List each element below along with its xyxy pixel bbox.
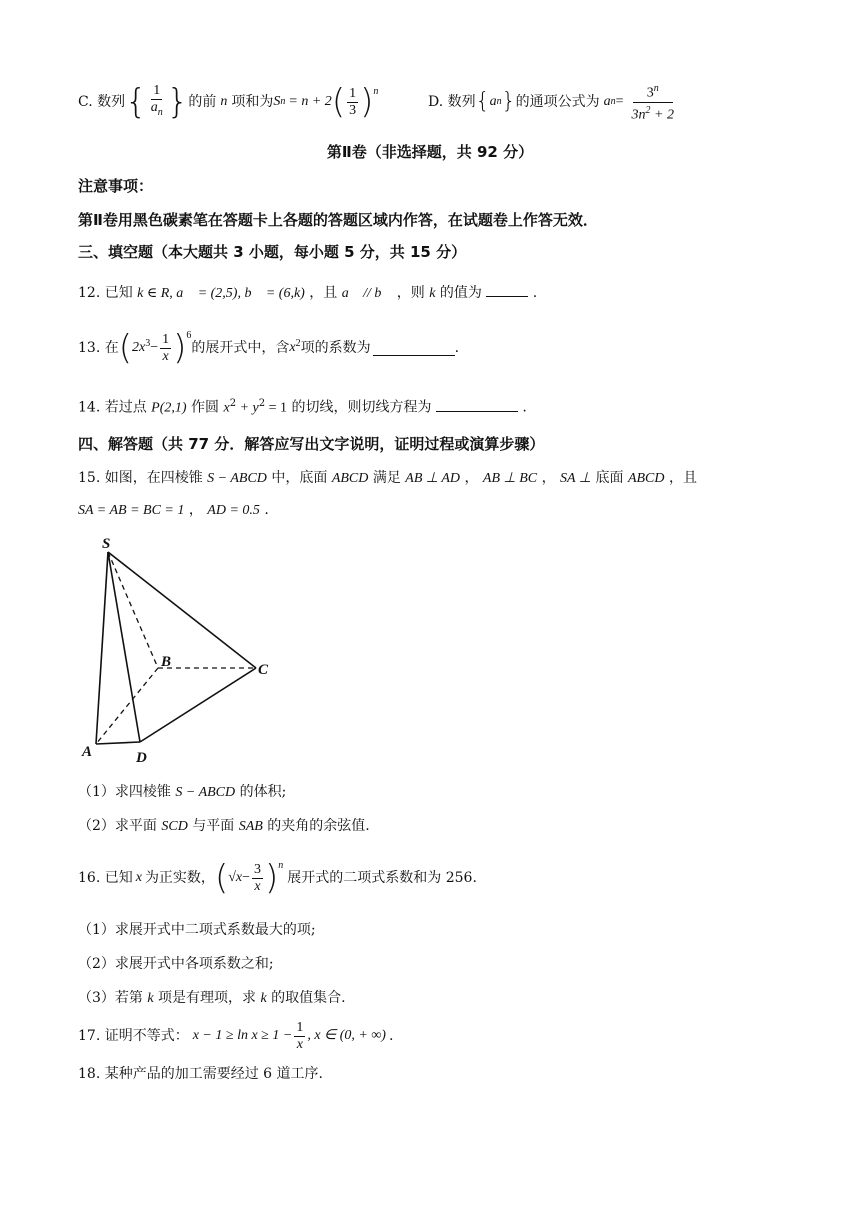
q15-sub1: （1）求四棱锥 S − ABCD 的体积; bbox=[78, 784, 287, 800]
q16: 16. 已知 x 为正实数， ( √x − $\frac{3}{x}$ ) $^n$ 展开式的二项式系数和为 256. bbox=[78, 858, 477, 898]
answer-blank bbox=[436, 397, 518, 412]
section3-title: 三、填空题（本大题共 3 小题，每小题 5 分，共 15 分） bbox=[78, 243, 467, 261]
q17: 17. 证明不等式： x − 1 ≥ ln x ≥ 1 − $\frac{1}{x}$ , x ∈ (0, + ∞) . bbox=[78, 1019, 394, 1052]
fraction: $\frac{1}{x}$ bbox=[162, 331, 170, 364]
label-c: C bbox=[258, 662, 269, 678]
fraction: $\frac{3}{x}$ bbox=[254, 861, 262, 894]
edge-sb bbox=[108, 552, 158, 668]
label-s: S bbox=[102, 536, 111, 552]
edge-ab bbox=[96, 668, 158, 744]
section4-title: 四、解答题（共 77 分．解答应写出文字说明，证明过程或演算步骤） bbox=[78, 435, 545, 453]
q15-line2: SA = AB = BC = 1 ， AD = 0.5 . bbox=[78, 502, 269, 518]
brace-right: } bbox=[166, 82, 189, 122]
label-b: B bbox=[161, 654, 172, 670]
answer-blank bbox=[373, 341, 455, 356]
q16-sub1: （1）求展开式中二项式系数最大的项; bbox=[78, 922, 316, 938]
notice-title: 注意事项： bbox=[78, 177, 154, 195]
edge-sd bbox=[108, 552, 140, 742]
fraction: $\frac{3^n}{3n^2 + 2}$ bbox=[631, 82, 674, 123]
q16-sub2: （2）求展开式中各项系数之和; bbox=[78, 956, 274, 972]
q18: 18. 某种产品的加工需要经过 6 道工序. bbox=[78, 1066, 323, 1082]
edge-sc bbox=[108, 552, 256, 668]
fraction: $\frac{1}{a_n}$ bbox=[150, 83, 163, 118]
q11-option-c: C. 数列 { $\frac{1}{a_n}$ } 的前 n 项和为 S n = n + 2 ( $\frac{1}{3}$ ) $^n$ bbox=[78, 82, 379, 122]
q15-line1: 15. 如图，在四棱锥 S − ABCD 中，底面 ABCD 满足 AB ⊥ AD ， AB ⊥ BC ， SA ⊥ 底面 ABCD ，且 bbox=[78, 470, 697, 486]
q14: 14. 若过点 P(2,1) 作圆 $x^2 + y^2 = 1$ 的切线，则切线方程为 . bbox=[78, 398, 527, 416]
edge-sa bbox=[96, 552, 108, 744]
notice-text: 第Ⅱ卷用黑色碳素笔在答题卡上各题的答题区域内作答，在试题卷上作答无效． bbox=[78, 211, 598, 229]
q13: 13. 在 ( 2x $^3$ − $\frac{1}{x}$ ) $^6$ 的展开式中，含 x $^2$ 项的系数为 . bbox=[78, 328, 460, 368]
q12: 12. 已知 k ∈ R, a⃗ = (2,5), b⃗ = (6,k) ，且 a⃗ // b⃗ ，则 k 的值为 . bbox=[78, 282, 537, 304]
edge-dc bbox=[140, 668, 256, 742]
q15-sub2: （2）求平面 SCD 与平面 SAB 的夹角的余弦值. bbox=[78, 818, 370, 834]
q16-sub3: （3）若第 k 项是有理项，求 k 的取值集合. bbox=[78, 990, 346, 1006]
label-a: A bbox=[82, 744, 93, 760]
fraction: $\frac{1}{x}$ bbox=[296, 1019, 304, 1052]
answer-blank bbox=[486, 282, 528, 297]
edge-ad bbox=[96, 742, 140, 744]
pyramid-figure bbox=[78, 532, 278, 768]
brace-left: { bbox=[125, 82, 147, 122]
q11-option-d: D. 数列 { a n } 的通项公式为 a n = $\frac{3^n}{3n^2 + 2}$ bbox=[428, 82, 674, 123]
part2-title: 第Ⅱ卷（非选择题，共 92 分） bbox=[326, 143, 534, 161]
label-d: D bbox=[136, 750, 147, 766]
fraction: $\frac{1}{3}$ bbox=[349, 85, 357, 118]
